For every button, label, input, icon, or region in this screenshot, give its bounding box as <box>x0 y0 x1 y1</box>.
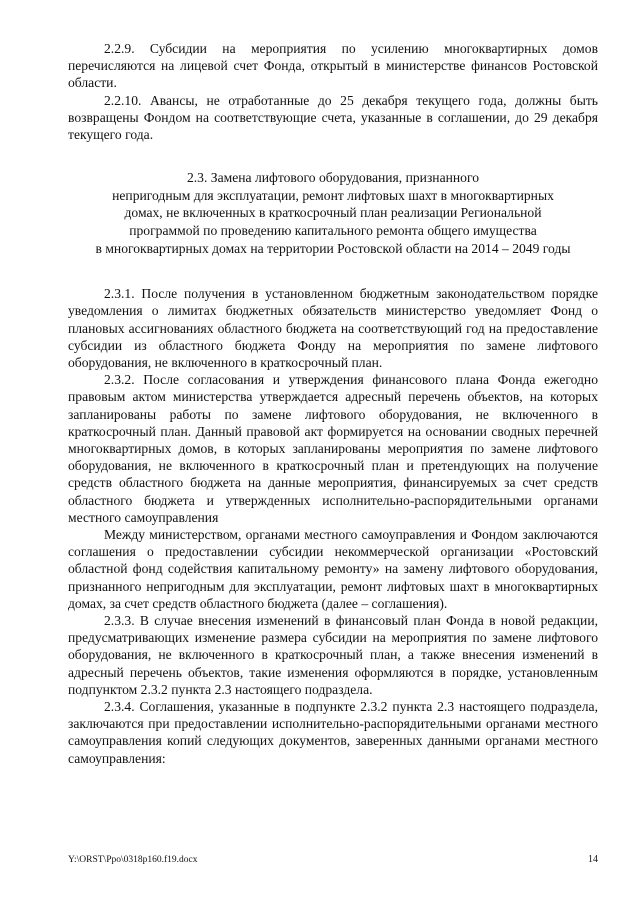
footer-file-path: Y:\ORST\Ppo\0318p160.f19.docx <box>68 855 198 865</box>
paragraph-2-3-3: 2.3.3. В случае внесения изменений в финансовый план Фонда в новой редакции, предусматривающих изменение размера субсидии на мероприятия по замене лифтового оборудования, не включенного в краткосрочный план, а также внесения изменений в адресный перечень объектов, такие изменения оформляются в порядке, установленным подпунктом 2.3.2 пункта 2.3 настоящего подраздела. <box>68 613 598 697</box>
paragraph-2-3-1: 2.3.1. После получения в установленном бюджетным законодательством порядке уведомления о лимитах бюджетных обязательств министерство уведомляет Фонд о плановых ассигнованиях областного бюджета на соответствующий год на предоставление субсидии из областного бюджета Фонду на мероприятия по замене лифтового оборудования, не включенного в краткосрочный план. <box>68 286 598 370</box>
section-heading-line: в многоквартирных домах на территории Ростовской области на 2014 – 2049 годы <box>95 240 571 256</box>
paragraph-2-3-2: 2.3.2. После согласования и утверждения финансового плана Фонда ежегодно правовым актом министерства утверждается адресный перечень объектов, на которых запланированы работы по замене лифтового оборудования, не включенного в краткосрочный план. Данный правовой акт формируется на основании сводных перечней многоквартирных домов, в которых запланированы мероприятия по замене лифтового оборудования, не включенного в краткосрочный план и претендующих на получение средств областного бюджета на данные мероприятия, финансируемых за счет средств областного бюджета и утвержденных исполнительно-распорядительными органами местного самоуправления <box>68 372 598 525</box>
section-heading-line: программой по проведению капитального ремонта общего имущества <box>129 223 537 238</box>
paragraph-2-2-9: 2.2.9. Субсидии на мероприятия по усилению многоквартирных домов перечисляются на лицевой счет Фонда, открытый в министерстве финансов Ростовской области. <box>68 41 598 91</box>
section-heading-line: непригодным для эксплуатации, ремонт лифтовых шахт в многоквартирных <box>112 187 554 203</box>
section-heading-2-3 <box>68 169 598 257</box>
section-heading-line: домах, не включенных в краткосрочный план реализации Региональной <box>124 205 542 221</box>
document-body <box>68 40 598 767</box>
paragraph-agreement: Между министерством, органами местного самоуправления и Фондом заключаются соглашения о предоставлении субсидии некоммерческой организации «Ростовский областной фонд содействия капитальному ремонту» на замену лифтового оборудования, признанного непригодным для эксплуатации, ремонт лифтовых шахт в многоквартирных домах, за счет средств областного бюджета (далее – соглашения). <box>68 527 598 611</box>
paragraph-2-3-4: 2.3.4. Соглашения, указанные в подпункте 2.3.2 пункта 2.3 настоящего подраздела, заключаются при предоставлении исполнительно-распорядительными органами местного самоуправления копий следующих документов, заверенных данными органами местного самоуправления: <box>68 699 598 766</box>
paragraph-2-2-10: 2.2.10. Авансы, не отработанные до 25 декабря текущего года, должны быть возвращены Фондом на соответствующие счета, указанные в соглашении, до 29 декабря текущего года. <box>68 92 598 143</box>
section-heading-line: 2.3. Замена лифтового оборудования, признанного <box>186 170 479 186</box>
page-number: 14 <box>588 854 598 865</box>
